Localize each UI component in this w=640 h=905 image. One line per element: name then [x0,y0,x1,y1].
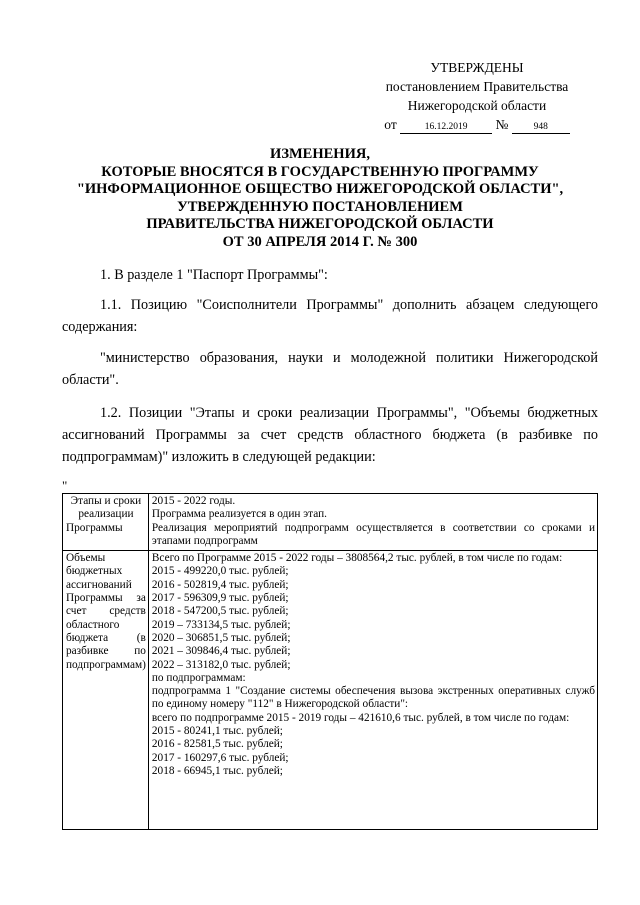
approval-line-2: Нижегородской области [407,98,547,113]
value-line: всего по подпрограмме 2015 - 2019 годы – 421610,6 тыс. рублей, в том числе по годам: [151,711,570,724]
value-line: подпрограмма 1 "Создание системы обеспечения вызова экстренных оперативных служб по единому номеру "112" в Нижегородской области": [151,685,595,711]
heading-line: ИЗМЕНЕНИЯ, [270,146,370,162]
value-line: 2022 – 313182,0 тыс. рублей; [151,658,291,671]
approval-number: 948 [512,121,570,134]
value-line: Всего по Программе 2015 - 2022 годы – 3808564,2 тыс. рублей, в том числе по годам: [151,552,563,565]
value-line: 2018 - 547200,5 тыс. рублей; [151,605,289,618]
paragraph-quote: "министерство образования, науки и молодежной политики Нижегородской области". [62,350,598,388]
value-line: по подпрограммам: [151,671,246,684]
value-line: 2015 - 80241,1 тыс. рублей; [151,725,283,738]
value-line: 2017 - 596309,9 тыс. рублей; [151,592,289,605]
value-line: 2017 - 160297,6 тыс. рублей; [151,751,289,764]
document-heading [40,146,600,251]
value-line: 2020 – 306851,5 тыс. рублей; [151,631,291,644]
approval-number-label: № [495,117,509,132]
row-value-budget [148,551,597,830]
table-row [63,551,598,830]
approval-date: 16.12.2019 [400,121,492,134]
value-line: 2016 - 502819,4 тыс. рублей; [151,578,289,591]
approval-stamp [362,58,592,134]
passport-table [62,493,598,830]
approval-date-number [362,115,592,134]
value-line: 2016 - 82581,5 тыс. рублей; [151,738,283,751]
row-label-budget: Объемы бюджетных ассигнований Программы за счет средств областного бюджета (в разбивке по подпрограммам) [63,551,149,830]
value-line: 2015 - 499220,0 тыс. рублей; [151,565,289,578]
value-line: 2015 - 2022 годы. [151,495,236,507]
approval-line-1: постановлением Правительства [385,79,569,94]
heading-line: "ИНФОРМАЦИОННОЕ ОБЩЕСТВО НИЖЕГОРОДСКОЙ ОБЛАСТИ", [76,181,564,197]
value-line: Программа реализуется в один этап. [151,508,327,521]
paragraph-1: 1. В разделе 1 "Паспорт Программы": [100,267,328,283]
paragraph-1-1: 1.1. Позицию "Соисполнители Программы" дополнить абзацем следующего содержания: [62,297,598,335]
value-line: 2018 - 66945,1 тыс. рублей; [151,764,283,777]
value-line: Реализация мероприятий подпрограмм осуществляется в соответствии со сроками и этапами подпрограмм [151,521,595,547]
table-row [63,494,598,551]
value-line: 2021 – 309846,4 тыс. рублей; [151,645,291,658]
approval-from-label: от [384,117,397,132]
paragraph-1-2: 1.2. Позиции "Этапы и сроки реализации Программы", "Объемы бюджетных ассигнований Программы за счет средств областного бюджета (в разбивке по подпрограммам)" изложить в следующей редакции: [62,405,598,465]
heading-line: ОТ 30 АПРЕЛЯ 2014 Г. № 300 [222,233,418,250]
heading-line: УТВЕРЖДЕННУЮ ПОСТАНОВЛЕНИЕМ [177,198,463,215]
row-label-stages: Этапы и сроки реализации Программы [63,494,149,551]
heading-line: ПРАВИТЕЛЬСТВА НИЖЕГОРОДСКОЙ ОБЛАСТИ [146,216,494,232]
value-line: 2019 – 733134,5 тыс. рублей; [151,618,291,631]
row-value-stages [148,494,597,551]
approval-title: УТВЕРЖДЕНЫ [430,60,524,75]
opening-quote-mark: " [62,478,68,493]
document-body [62,264,598,468]
heading-line: КОТОРЫЕ ВНОСЯТСЯ В ГОСУДАРСТВЕННУЮ ПРОГРАММУ [101,163,539,180]
